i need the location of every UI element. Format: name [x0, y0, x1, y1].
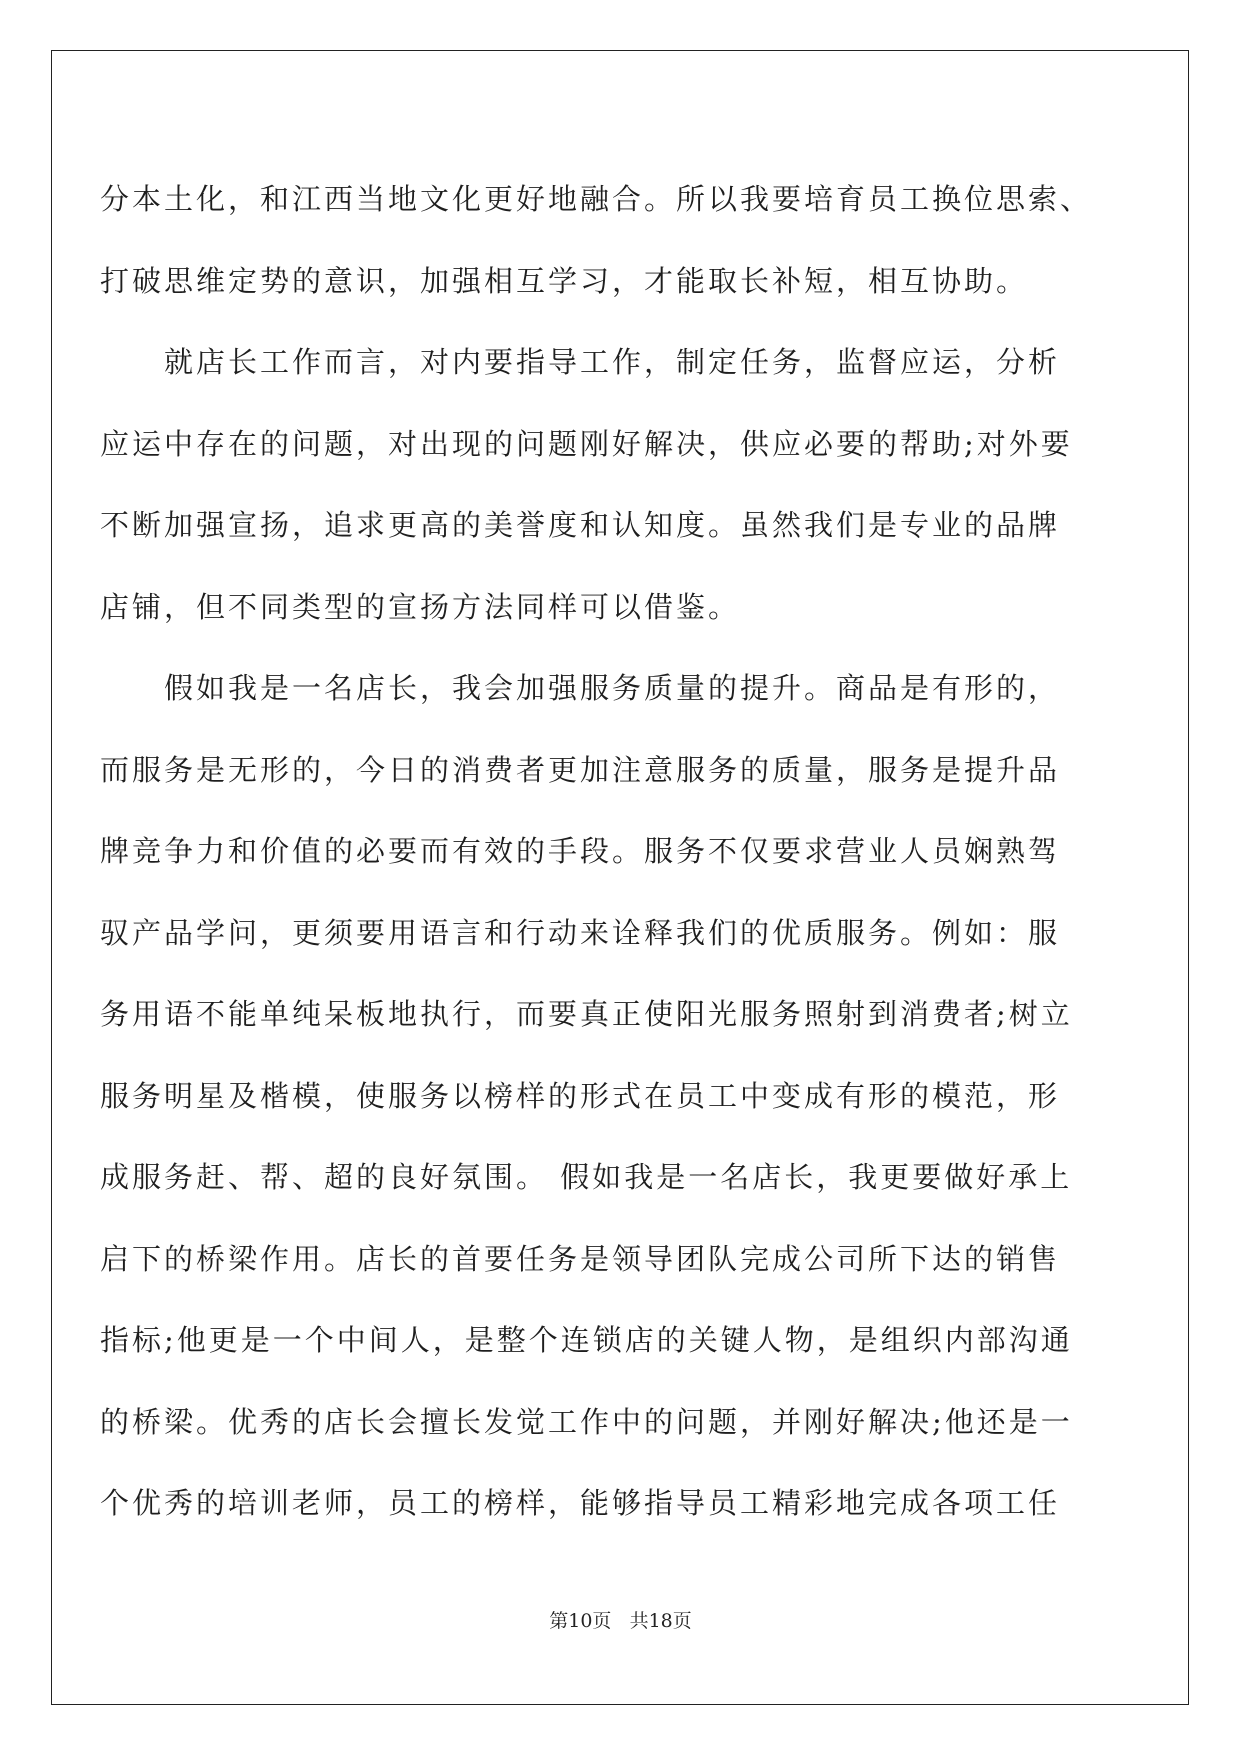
text-line: 应运中存在的问题，对出现的问题刚好解决，供应必要的帮助;对外要	[100, 426, 1073, 461]
text-line: 驭产品学问，更须要用语言和行动来诠释我们的优质服务。例如：服	[100, 915, 1061, 950]
text-line: 务用语不能单纯呆板地执行，而要真正使阳光服务照射到消费者;树立	[100, 997, 1073, 1031]
text-line: 店铺，但不同类型的宣扬方法同样可以借鉴。	[100, 589, 741, 624]
document-body	[100, 158, 1100, 1544]
text-line: 打破思维定势的意识，加强相互学习，才能取长补短，相互协助。	[100, 263, 1029, 298]
text-line: 的桥梁。优秀的店长会擅长发觉工作中的问题，并刚好解决;他还是一	[100, 1404, 1073, 1439]
text-line: 就店长工作而言，对内要指导工作，制定任务，监督应运，分析	[100, 345, 1061, 379]
text-line: 个优秀的培训老师，员工的榜样，能够指导员工精彩地完成各项工任	[100, 1486, 1061, 1520]
page-footer	[0, 1606, 1241, 1633]
text-line: 牌竞争力和价值的必要而有效的手段。服务不仅要求营业人员娴熟驾	[100, 834, 1061, 868]
text-line: 指标;他更是一个中间人，是整个连锁店的关键人物，是组织内部沟通	[100, 1323, 1073, 1357]
text-line: 不断加强宣扬，追求更高的美誉度和认知度。虽然我们是专业的品牌	[100, 508, 1061, 542]
text-line: 而服务是无形的，今日的消费者更加注意服务的质量，服务是提升品	[100, 752, 1061, 787]
page-total: 共18页	[629, 1610, 692, 1632]
text-line: 分本土化，和江西当地文化更好地融合。所以我要培育员工换位思索、	[100, 182, 1093, 216]
text-line: 成服务赶、帮、超的良好氛围。 假如我是一名店长，我更要做好承上	[100, 1160, 1073, 1194]
page-number: 第10页	[549, 1610, 612, 1632]
text-line: 服务明星及楷模，使服务以榜样的形式在员工中变成有形的模范，形	[100, 1078, 1061, 1113]
text-line: 启下的桥梁作用。店长的首要任务是领导团队完成公司所下达的销售	[100, 1241, 1061, 1276]
text-line: 假如我是一名店长，我会加强服务质量的提升。商品是有形的，	[100, 671, 1061, 705]
